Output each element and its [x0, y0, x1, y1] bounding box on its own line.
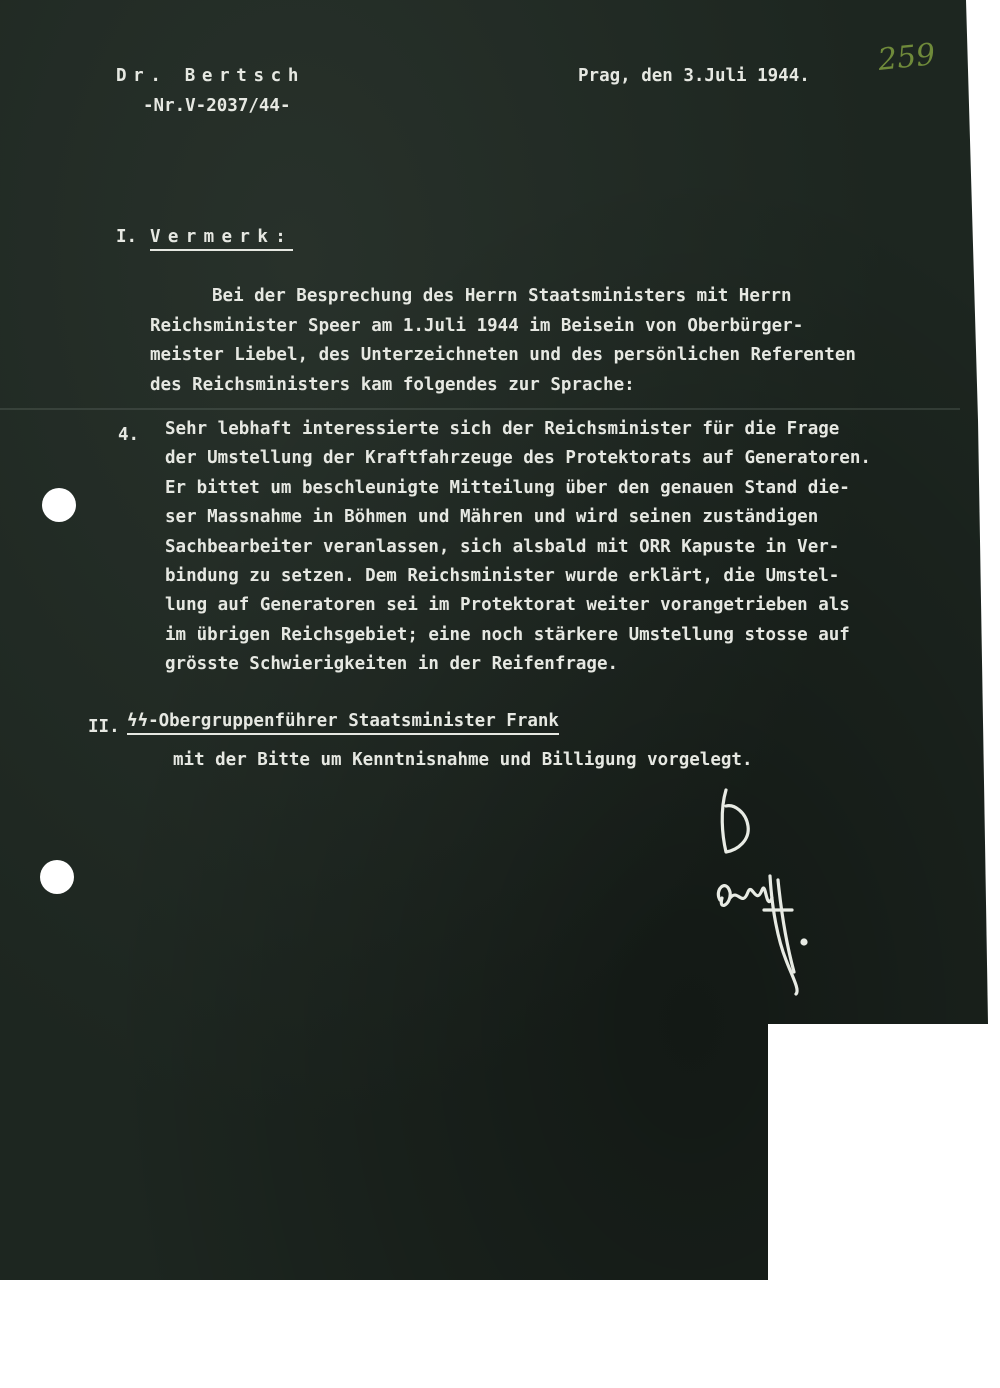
section-1-line: des Reichsministers kam folgendes zur Sprache:	[150, 374, 635, 395]
section-2-line: mit der Bitte um Kenntnisnahme und Billigung vorgelegt.	[173, 750, 753, 770]
signature-mark	[708, 780, 818, 1000]
author-line: Dr. Bertsch	[116, 66, 306, 86]
punch-hole-top	[42, 488, 76, 522]
item-4-line: ser Massnahme in Böhmen und Mähren und wird seinen zuständigen	[165, 507, 819, 528]
item-4-line: der Umstellung der Kraftfahrzeuge des Protektorats auf Generatoren.	[165, 448, 871, 469]
item-4-line: grösste Schwierigkeiten in der Reifenfrage.	[165, 654, 619, 675]
section-1-line: meister Liebel, des Unterzeichneten und des persönlichen Referenten	[150, 345, 856, 365]
paper-fold	[0, 408, 960, 410]
section-2-addressee-text: ϟϟ-Obergruppenführer Staatsminister Frank	[127, 711, 559, 735]
section-2-numeral: II.	[88, 717, 120, 737]
item-4-line: Sachbearbeiter veranlassen, sich alsbald mit ORR Kapuste in Ver-	[165, 536, 840, 557]
reference-number: -Nr.V-2037/44-	[143, 96, 291, 116]
section-1-heading-text: Vermerk:	[150, 227, 293, 251]
place-date: Prag, den 3.Juli 1944.	[578, 66, 810, 86]
section-1-line: Reichsminister Speer am 1.Juli 1944 im Beisein von Oberbürger-	[150, 315, 804, 336]
section-1-line: Bei der Besprechung des Herrn Staatsministers mit Herrn	[212, 286, 792, 306]
section-1-heading	[150, 229, 293, 247]
section-2-addressee	[127, 713, 559, 731]
item-4-line: lung auf Generatoren sei im Protektorat weiter vorangetrieben als	[165, 595, 850, 616]
item-4-line: im übrigen Reichsgebiet; eine noch stärkere Umstellung stosse auf	[165, 624, 850, 645]
item-4-number: 4.	[118, 425, 140, 445]
item-4-line: bindung zu setzen. Dem Reichsminister wurde erklärt, die Umstel-	[165, 566, 840, 586]
item-4-line: Sehr lebhaft interessierte sich der Reichsminister für die Frage	[165, 419, 840, 439]
punch-hole-bottom	[40, 860, 74, 894]
section-1-numeral: I.	[116, 227, 138, 247]
item-4-line: Er bittet um beschleunigte Mitteilung über den genauen Stand die-	[165, 477, 850, 498]
folio-number: 259	[876, 37, 937, 78]
